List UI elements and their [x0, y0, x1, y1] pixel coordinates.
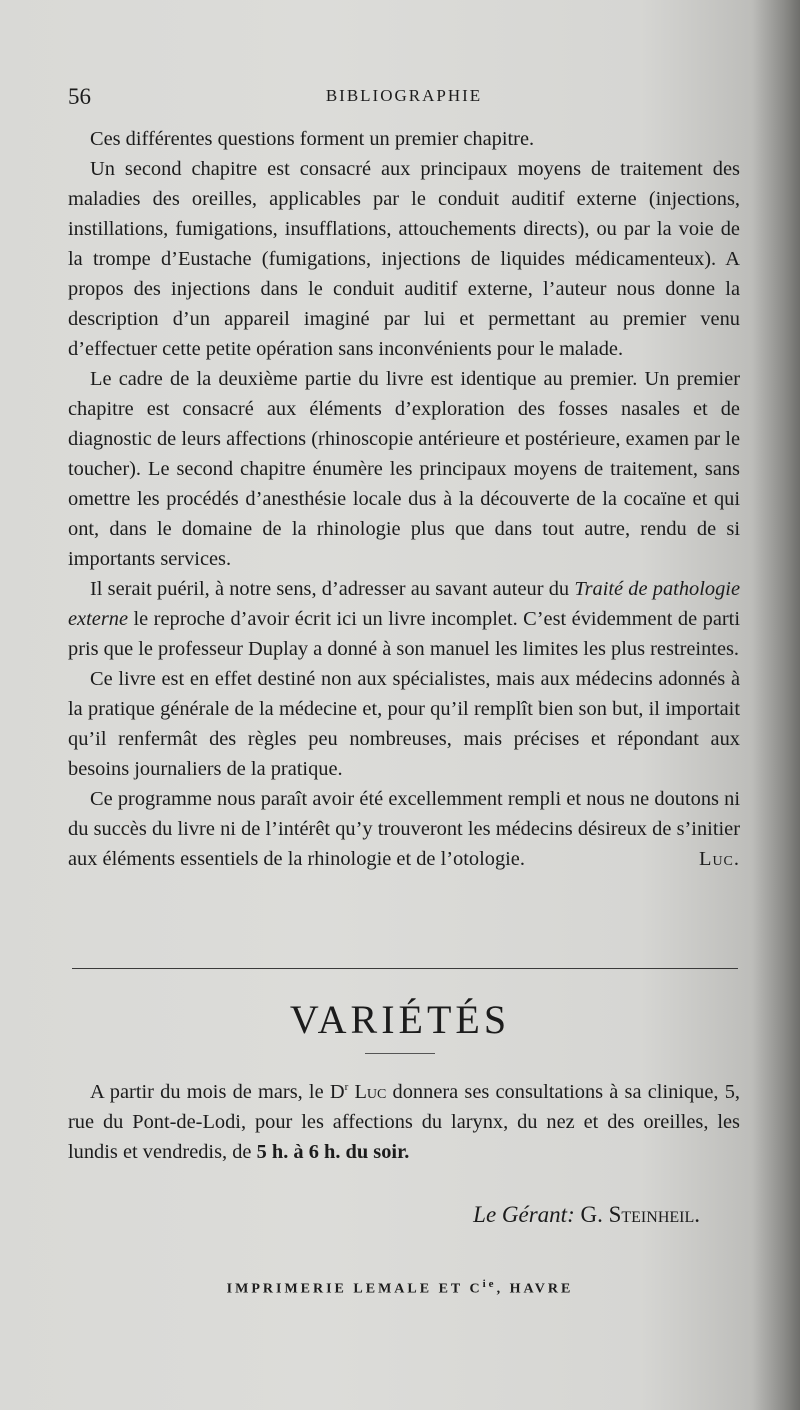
manager-label: Le Gérant:	[473, 1202, 575, 1227]
doctor-superscript: r	[344, 1081, 349, 1093]
paragraph-5: Ce livre est en effet destiné non aux spécialistes, mais aux médecins adonnés à la pratique générale de la médecine et, pour qu’il remplît bien son but, il importait qu’il renfermât des règles peu nombreuses, mais précises et répondant aux besoins journaliers de la pratique.	[68, 668, 740, 780]
paragraph-1: Ces différentes questions forment un premier chapitre.	[90, 128, 535, 150]
page-number: 56	[68, 84, 91, 109]
printer-superscript: ie	[482, 1278, 497, 1290]
manager-name: G. Steinheil.	[580, 1202, 700, 1227]
manager-signature	[473, 1202, 700, 1228]
paragraph-4-pre: Il serait puéril, à notre sens, d’adresser au savant auteur du	[90, 578, 575, 600]
announcement-part-1: A partir du mois de mars, le D	[90, 1080, 345, 1103]
paragraph-6	[68, 784, 740, 874]
paragraph-4	[68, 574, 740, 664]
announcement	[68, 1072, 740, 1167]
book-title: Traité de pathologie externe	[68, 578, 740, 630]
announcement-text	[68, 1072, 740, 1167]
paragraph-4-post: le reproche d’avoir écrit ici un livre incomplet. C’est évidemment de parti pris que le professeur Duplay a donné à son manuel les limites les plus restreintes.	[68, 608, 740, 660]
page-header	[68, 84, 740, 116]
running-head: BIBLIOGRAPHIE	[325, 86, 483, 105]
review-signature: Luc.	[698, 848, 740, 870]
consultation-hours: 5 h. à 6 h. du soir.	[256, 1140, 410, 1163]
title-underline	[365, 1053, 435, 1054]
printer-name: IMPRIMERIE LEMALE ET C	[226, 1281, 483, 1297]
section-divider	[72, 968, 738, 969]
printer-city: , HAVRE	[496, 1281, 574, 1297]
printer-imprint	[0, 1278, 800, 1298]
announcement-part-2: donnera ses consultations à sa clinique, 5, rue du Pont-de-Lodi, pour les affections du larynx, du nez et des oreilles, les lundis et vendredis, de	[68, 1080, 740, 1163]
doctor-name: Luc	[354, 1080, 387, 1103]
section-title: VARIÉTÉS	[289, 997, 511, 1042]
paragraph-6-text: Ce programme nous paraît avoir été excellemment rempli et nous ne doutons ni du succès du livre ni de l’intérêt qu’y trouveront les médecins désireux de s’initier aux éléments essentiels de la rhinologie et de l’otologie.	[68, 788, 740, 870]
paragraph-2: Un second chapitre est consacré aux principaux moyens de traitement des maladies des oreilles, applicables par le conduit auditif externe (injections, instillations, fumigations, insufflations, attouchements directs), ou par la voie de la trompe d’Eustache (fumigations, injections de liquides médicamenteux). A propos des injections dans le conduit auditif externe, l’auteur nous donne la description d’un appareil imaginé par lui et permettant au premier venu d’effectuer cette petite opération sans inconvénients pour le malade.	[68, 158, 740, 360]
review-text	[68, 124, 740, 874]
paragraph-3: Le cadre de la deuxième partie du livre est identique au premier. Un premier chapitre est consacré aux éléments d’exploration des fosses nasales et de diagnostic de leurs affections (rhinoscopie antérieure et postérieure, examen par le toucher). Le second chapitre énumère les principaux moyens de traitement, sans omettre les procédés d’anesthésie locale dus à la découverte de la cocaïne et qui ont, dans le domaine de la rhinologie plus que dans tout autre, rendu de si importants services.	[68, 368, 740, 570]
